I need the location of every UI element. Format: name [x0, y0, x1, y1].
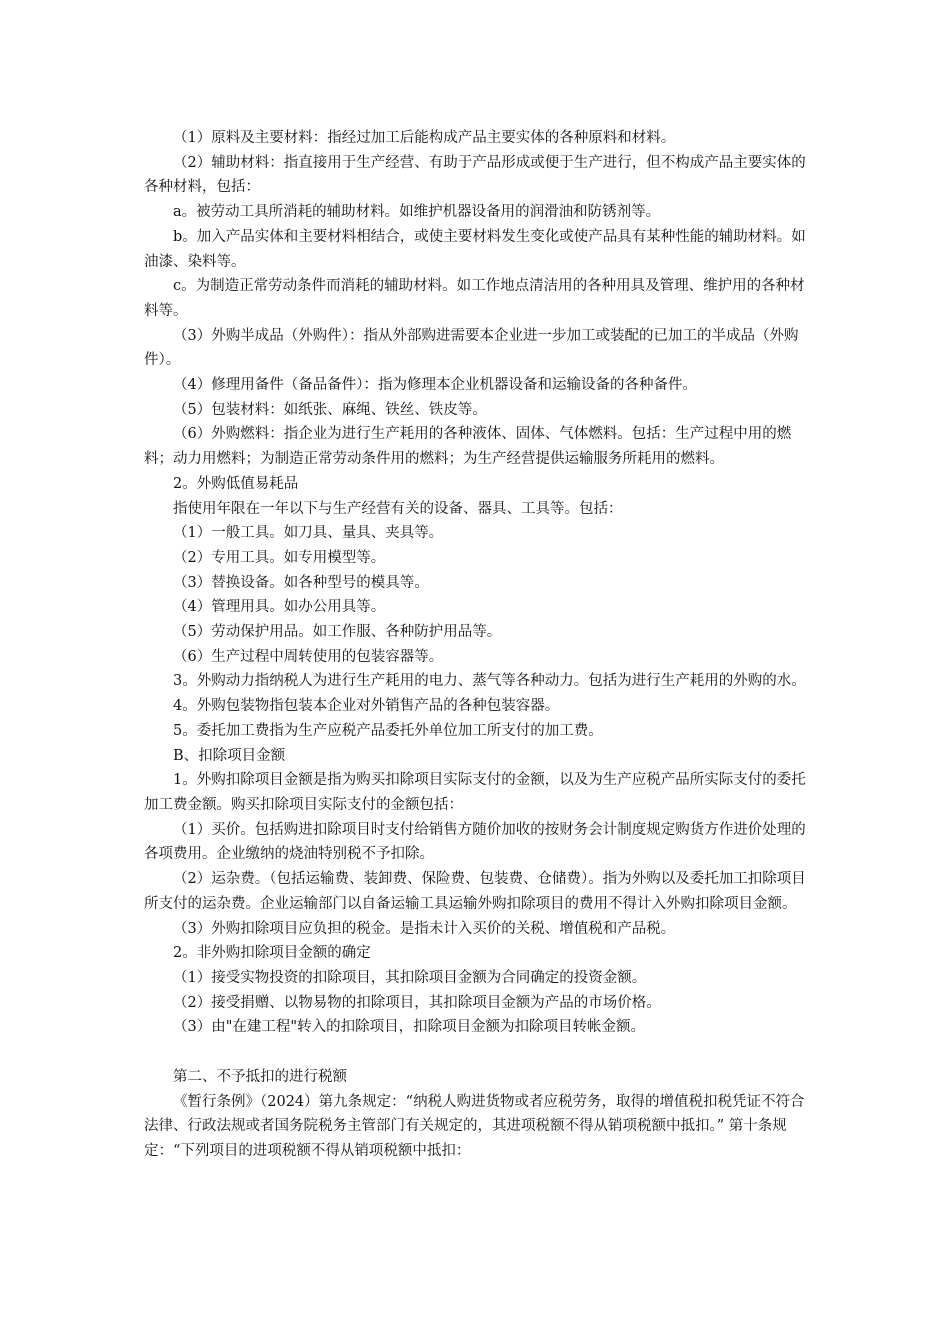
paragraph: （2）运杂费。（包括运输费、装卸费、保险费、包装费、仓储费）。指为外购以及委托加工扣除项目所支付的运杂费。企业运输部门以自备运输工具运输外购扣除项目的费用不得计入外购扣除项目金额。	[144, 871, 806, 912]
paragraph: （3）替换设备。如各种型号的模具等。	[173, 574, 429, 591]
paragraph: （3）外购扣除项目应负担的税金。是指未计入买价的关税、增值税和产品税。	[173, 920, 676, 937]
paragraph: 3。外购动力指纳税人为进行生产耗用的电力、蒸气等各种动力。包括为进行生产耗用的外购的水。	[173, 673, 806, 690]
paragraph: （1）接受实物投资的扣除项目，其扣除项目金额为合同确定的投资金额。	[173, 969, 647, 986]
document-page	[144, 126, 812, 1164]
section-heading: 2。外购低值易耗品	[173, 475, 299, 492]
paragraph: （1）原料及主要材料：指经过加工后能构成产品主要实体的各种原料和材料。	[173, 130, 676, 146]
paragraph: （6）外购燃料：指企业为进行生产耗用的各种液体、固体、气体燃料。包括：生产过程中用的燃料；动力用燃料；为制造正常劳动条件用的燃料；为生产经营提供运输服务所耗用的燃料。	[144, 426, 792, 468]
blank-line	[144, 1040, 812, 1065]
paragraph: （6）生产过程中周转使用的包装容器等。	[173, 648, 444, 665]
paragraph: （4）管理用具。如办公用具等。	[173, 599, 386, 616]
paragraph: c。为制造正常劳动条件而消耗的辅助材料。如工作地点清洁用的各种用具及管理、维护用的各种材料等。	[144, 278, 805, 319]
paragraph: 4。外购包装物指包装本企业对外销售产品的各种包装容器。	[173, 698, 560, 715]
paragraph: （5）包装材料：如纸张、麻绳、铁丝、铁皮等。	[173, 401, 487, 418]
paragraph: （5）劳动保护用品。如工作服、各种防护用品等。	[173, 624, 502, 641]
section-heading: 第二、不予抵扣的进行税额	[173, 1069, 347, 1086]
paragraph: 指使用年限在一年以下与生产经营有关的设备、器具、工具等。包括：	[173, 500, 623, 517]
paragraph: （1）买价。包括购进扣除项目时支付给销售方随价加收的按财务会计制度规定购货方作进价处理的各项费用。企业缴纳的烧油特别税不予扣除。	[144, 821, 806, 863]
paragraph: 5。委托加工费指为生产应税产品委托外单位加工所支付的加工费。	[173, 722, 603, 739]
paragraph: （2）接受捐赠、以物易物的扣除项目，其扣除项目金额为产品的市场价格。	[173, 994, 661, 1011]
paragraph: b。加入产品实体和主要材料相结合，或使主要材料发生变化或使产品具有某种性能的辅助材料。如油漆、染料等。	[144, 228, 806, 270]
paragraph: （2）辅助材料：指直接用于生产经营、有助于产品形成或便于生产进行，但不构成产品主要实体的各种材料，包括：	[144, 154, 806, 196]
paragraph: （1）一般工具。如刀具、量具、夹具等。	[173, 525, 444, 542]
paragraph: 1。外购扣除项目金额是指为购买扣除项目实际支付的金额，以及为生产应税产品所实际支付的委托加工费金额。购买扣除项目实际支付的金额包括：	[144, 772, 806, 813]
paragraph: （3）外购半成品（外购件）：指从外部购进需要本企业进一步加工或装配的已加工的半成品（外购件）。	[144, 327, 799, 369]
paragraph: a。被劳动工具所消耗的辅助材料。如维护机器设备用的润滑油和防锈剂等。	[173, 204, 661, 221]
paragraph: （3）由"在建工程"转入的扣除项目，扣除项目金额为扣除项目转帐金额。	[173, 1019, 646, 1036]
paragraph: （2）专用工具。如专用模型等。	[173, 549, 386, 566]
section-heading: B、扣除项目金额	[173, 747, 286, 764]
paragraph: 《暂行条例》（2024）第九条规定：“纳税人购进货物或者应税劳务，取得的增值税扣税凭证不符合法律、行政法规或者国务院税务主管部门有关规定的，其进项税额不得从销项税额中抵扣。” 第十条规定：“下列项目的进项税额不得从销项税额中抵扣：	[144, 1093, 805, 1160]
paragraph: （4）修理用备件（备品备件）：指为修理本企业机器设备和运输设备的各种备件。	[173, 377, 697, 394]
section-heading: 2。非外购扣除项目金额的确定	[173, 945, 371, 962]
